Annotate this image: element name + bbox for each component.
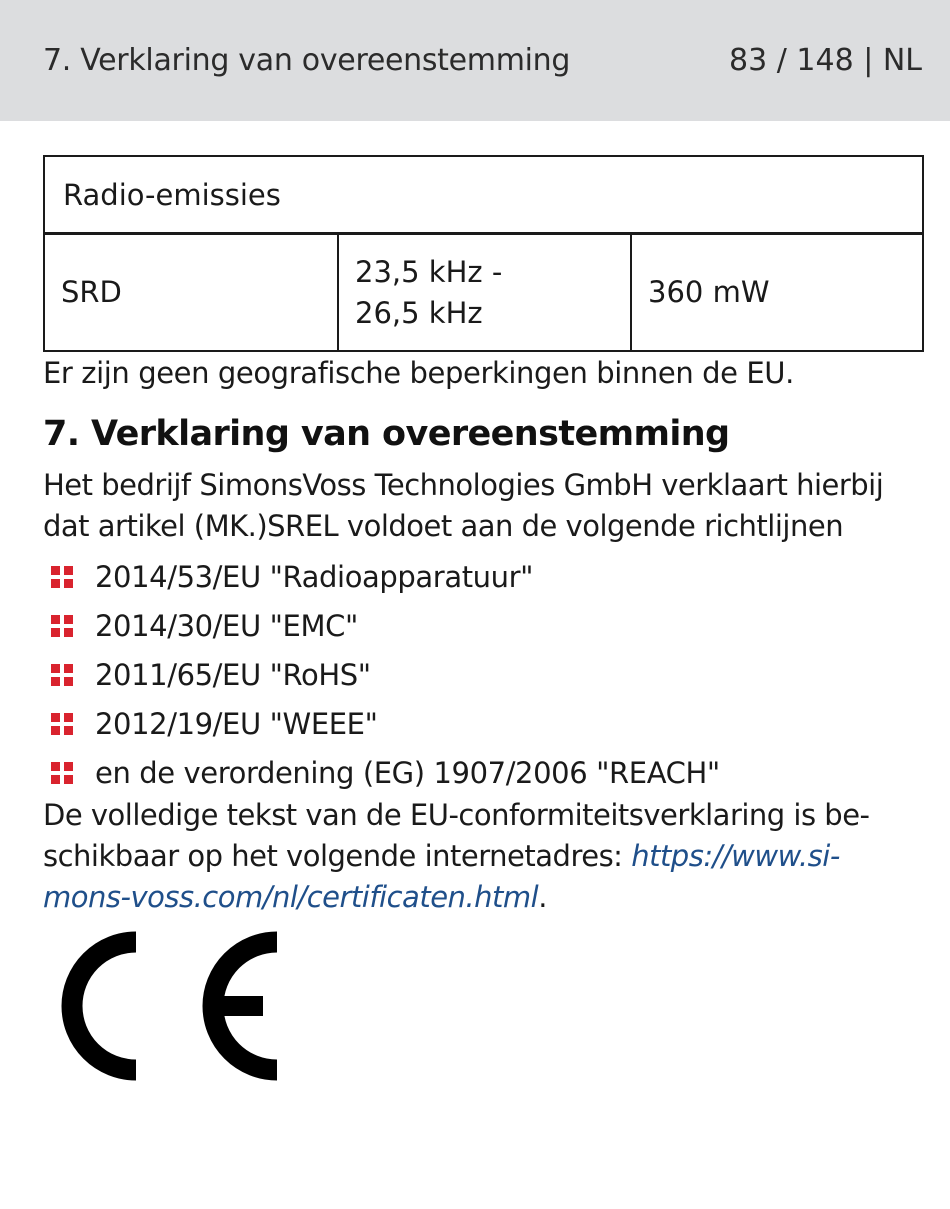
page-number: 83 / 148 | NL bbox=[729, 43, 922, 78]
outro-line-1: De volledige tekst van de EU-conformiteitsverklaring is be- bbox=[43, 798, 870, 832]
cell-power: 360 mW bbox=[648, 275, 770, 309]
directive-list bbox=[43, 552, 943, 797]
directive-text: 2011/65/EU "RoHS" bbox=[95, 657, 371, 692]
red-square-bullet-icon bbox=[51, 762, 73, 784]
section-heading: 7. Verklaring van overeenstemming bbox=[43, 414, 730, 454]
directive-text: 2012/19/EU "WEEE" bbox=[95, 706, 378, 741]
red-square-bullet-icon bbox=[51, 664, 73, 686]
certificates-link-part-1[interactable]: https://www.si- bbox=[631, 839, 840, 873]
red-square-bullet-icon bbox=[51, 615, 73, 637]
ce-mark-icon bbox=[43, 921, 283, 1091]
page-header bbox=[0, 0, 950, 121]
outro-line-2 bbox=[43, 836, 943, 877]
frequency-line-2: 26,5 kHz bbox=[355, 295, 483, 330]
outro-paragraph bbox=[43, 795, 943, 918]
directive-text: en de verordening (EG) 1907/2006 "REACH" bbox=[95, 755, 720, 790]
red-square-bullet-icon bbox=[51, 713, 73, 735]
directive-text: 2014/30/EU "EMC" bbox=[95, 608, 358, 643]
radio-emissions-table bbox=[43, 155, 924, 352]
list-item bbox=[43, 748, 943, 797]
intro-line-2: dat artikel (MK.)SREL voldoet aan de volgende richtlijnen bbox=[43, 509, 844, 543]
list-item bbox=[43, 601, 943, 650]
geographic-note: Er zijn geen geografische beperkingen binnen de EU. bbox=[43, 356, 794, 390]
cell-type: SRD bbox=[45, 235, 339, 350]
table-heading: Radio-emissies bbox=[45, 157, 922, 235]
ce-mark-logo bbox=[43, 921, 283, 1095]
intro-paragraph bbox=[43, 465, 948, 547]
outro-line-2-text: schikbaar op het volgende internetadres: bbox=[43, 839, 632, 873]
period: . bbox=[538, 880, 547, 914]
outro-line-3 bbox=[43, 877, 943, 918]
red-square-bullet-icon bbox=[51, 566, 73, 588]
frequency-line-1: 23,5 kHz - bbox=[355, 254, 503, 289]
header-title: 7. Verklaring van overeenstemming bbox=[43, 43, 571, 78]
list-item bbox=[43, 552, 943, 601]
certificates-link-part-2[interactable]: mons-voss.com/nl/certificaten.html bbox=[43, 880, 539, 914]
directive-text: 2014/53/EU "Radioapparatuur" bbox=[95, 559, 534, 594]
cell-frequency bbox=[339, 235, 632, 350]
table-row bbox=[45, 235, 922, 350]
list-item bbox=[43, 699, 943, 748]
intro-line-1: Het bedrijf SimonsVoss Technologies GmbH verklaart hierbij bbox=[43, 468, 884, 502]
list-item bbox=[43, 650, 943, 699]
